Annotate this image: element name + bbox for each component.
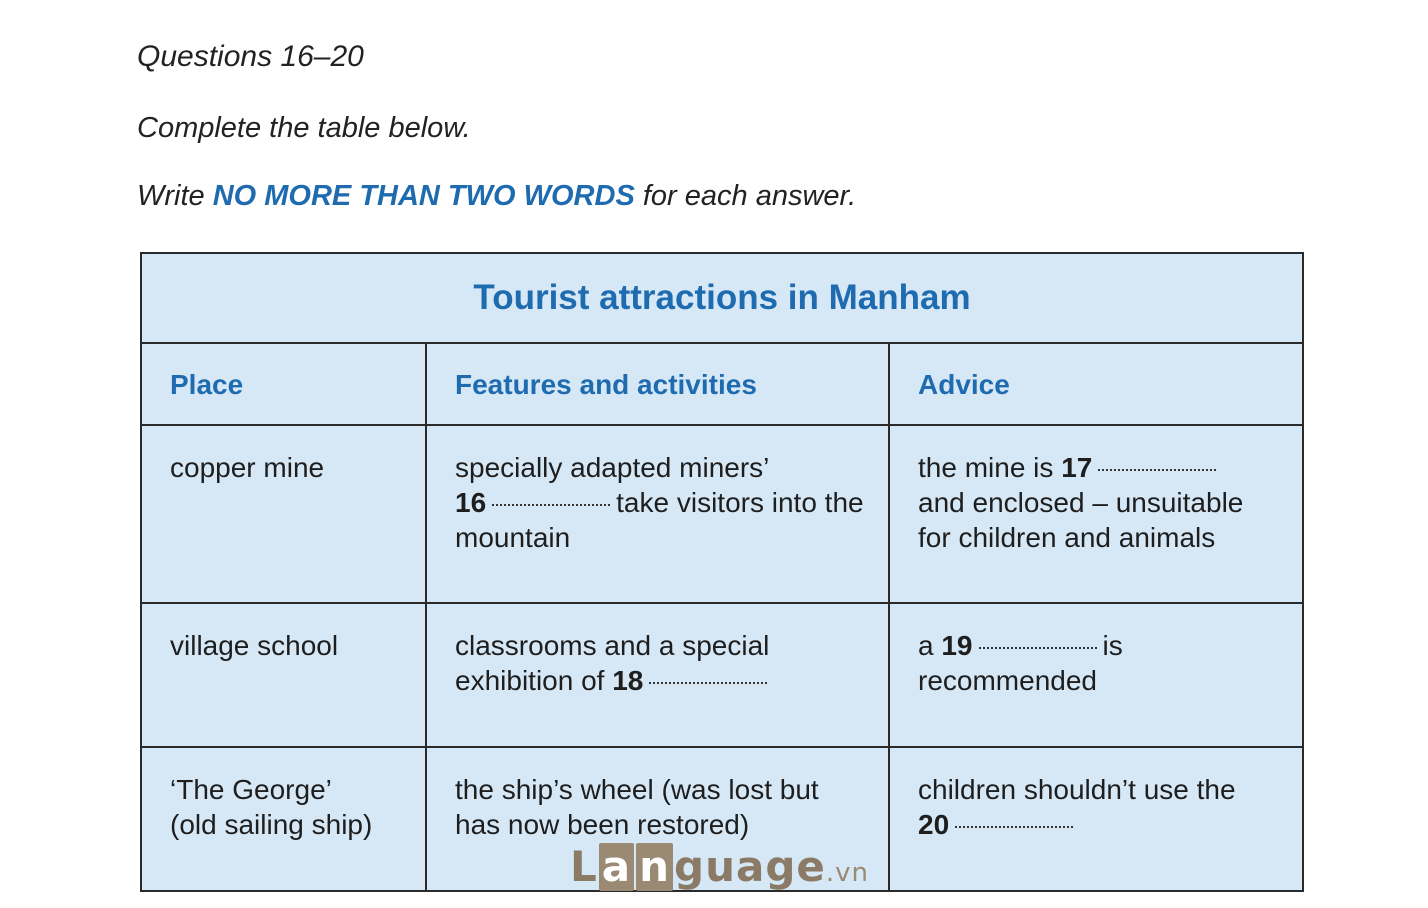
question-number-17: 17 <box>1061 452 1093 483</box>
logo-text: guage <box>674 842 826 891</box>
question-number-19: 19 <box>941 630 973 661</box>
features-text: specially adapted miners’ <box>455 452 770 483</box>
attractions-table <box>140 252 1304 892</box>
place-text-cont: (old sailing ship) <box>170 809 373 840</box>
features-cell <box>426 425 889 603</box>
place-cell <box>141 603 426 747</box>
logo-box-letter: n <box>636 843 673 891</box>
place-text: ‘The George’ <box>170 774 332 805</box>
place-cell <box>141 747 426 891</box>
advice-text-cont: and enclosed – unsuitable for children and animals <box>918 487 1244 553</box>
question-number-16: 16 <box>455 487 487 518</box>
advice-text-cont: is recommended <box>918 630 1123 696</box>
table-title: Tourist attractions in Manham <box>473 277 971 317</box>
question-number-20: 20 <box>918 809 950 840</box>
advice-cell <box>889 425 1303 603</box>
word-limit-highlight: NO MORE THAN TWO WORDS <box>212 180 635 212</box>
features-text: the ship’s wheel (was lost but has now been restored) <box>455 774 819 840</box>
answer-blank-20[interactable] <box>955 826 1073 828</box>
watermark-logo <box>570 842 869 891</box>
advice-text: a <box>918 630 934 661</box>
logo-box-letter: a <box>599 843 634 891</box>
table-header-row <box>141 343 1303 425</box>
advice-cell <box>889 747 1303 891</box>
word-limit-instruction <box>137 180 856 213</box>
table-row <box>141 603 1303 747</box>
logo-tld: .vn <box>825 858 870 888</box>
questions-title: Questions 16–20 <box>137 40 364 73</box>
answer-blank-18[interactable] <box>649 682 767 684</box>
advice-text: the mine is <box>918 452 1054 483</box>
logo-letter: L <box>570 842 598 891</box>
features-text: classrooms and a special exhibition of <box>455 630 770 696</box>
features-cell <box>426 603 889 747</box>
instruction-text: Complete the table below. <box>137 112 471 144</box>
table-row <box>141 425 1303 603</box>
column-header-place: Place <box>141 343 426 425</box>
advice-text: children shouldn’t use the <box>918 774 1236 805</box>
place-cell <box>141 425 426 603</box>
word-limit-prefix: Write <box>137 180 213 212</box>
word-limit-suffix: for each answer. <box>634 180 857 212</box>
answer-blank-16[interactable] <box>492 504 610 506</box>
question-number-18: 18 <box>612 665 644 696</box>
place-text: copper mine <box>170 452 325 483</box>
features-text-cont: take visitors into the mountain <box>455 487 864 553</box>
place-text: village school <box>170 630 339 661</box>
column-header-advice: Advice <box>889 343 1303 425</box>
column-header-features: Features and activities <box>426 343 889 425</box>
answer-blank-17[interactable] <box>1098 469 1216 471</box>
table-title-cell <box>141 253 1303 343</box>
advice-cell <box>889 603 1303 747</box>
answer-blank-19[interactable] <box>979 647 1097 649</box>
